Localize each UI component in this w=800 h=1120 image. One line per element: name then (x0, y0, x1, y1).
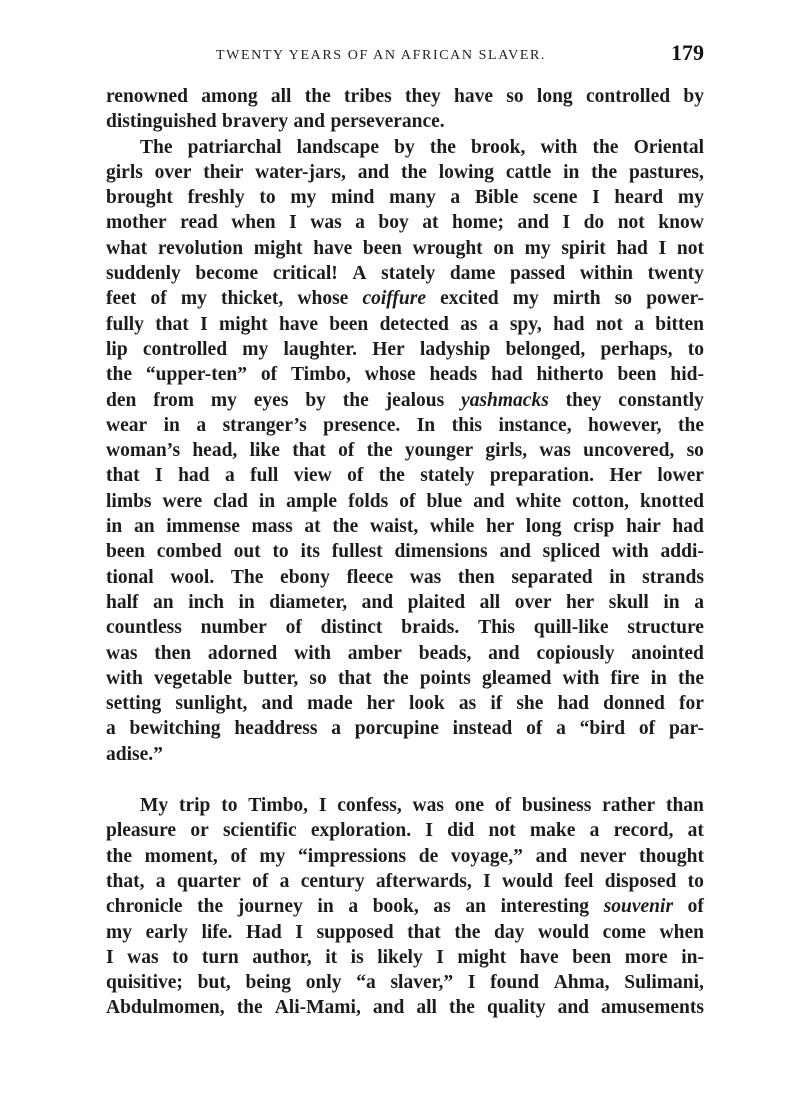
text-line: chronicle the journey in a book, as an interesting souvenir of (106, 896, 704, 918)
text-line: in an immense mass at the waist, while her long crisp hair had (106, 516, 704, 538)
text-line: half an inch in diameter, and plaited all over her skull in a (106, 591, 704, 613)
text-line: that I had a full view of the stately preparation. Her lower (106, 465, 704, 487)
text-line: setting sunlight, and made her look as if she had donned for (106, 693, 704, 715)
text-line: the moment, of my “impressions de voyage,” and never thought (106, 845, 704, 867)
text-line: countless number of distinct braids. This quill-like structure (106, 617, 704, 639)
text-line: adise.” (106, 743, 163, 765)
text-line: renowned among all the tribes they have so long controlled by (106, 86, 704, 107)
text-line: feet of my thicket, whose coiffure excited my mirth so power- (106, 288, 704, 310)
text-line: what revolution might have been wrought on my spirit had I not (106, 237, 704, 259)
text-line: pleasure or scientific exploration. I did not make a record, at (106, 820, 704, 842)
text-line: limbs were clad in ample folds of blue and white cotton, knotted (106, 490, 704, 512)
text-line: I was to turn author, it is likely I might have been more in- (106, 946, 704, 968)
body-text (106, 84, 704, 1021)
text-line: the “upper-ten” of Timbo, whose heads had hitherto been hid- (106, 364, 704, 386)
paragraph (106, 84, 704, 135)
text-line: girls over their water-jars, and the lowing cattle in the pastures, (106, 161, 704, 183)
text-line: tional wool. The ebony fleece was then separated in strands (106, 566, 704, 588)
text-line: brought freshly to my mind many a Bible scene I heard my (106, 187, 704, 209)
text-line: fully that I might have been detected as a spy, had not a bitten (106, 313, 704, 335)
text-line: a bewitching headdress a porcupine instead of a “bird of par- (106, 718, 704, 740)
text-line: wear in a stranger’s presence. In this instance, however, the (106, 414, 704, 436)
text-line: My trip to Timbo, I confess, was one of business rather than (140, 795, 704, 817)
text-line: with vegetable butter, so that the points gleamed with fire in the (106, 667, 704, 689)
text-line: The patriarchal landscape by the brook, with the Oriental (140, 136, 704, 158)
page-number: 179 (671, 40, 704, 65)
text-line: my early life. Had I supposed that the day would come when (106, 921, 704, 943)
text-line: that, a quarter of a century afterwards, I would feel disposed to (106, 870, 704, 892)
text-line: woman’s head, like that of the younger girls, was uncovered, so (106, 440, 704, 462)
text-line: was then adorned with amber beads, and copiously anointed (106, 642, 704, 664)
running-head (108, 40, 704, 70)
text-line: mother read when I was a boy at home; and I do not know (106, 212, 704, 234)
running-title: TWENTY YEARS OF AN AFRICAN SLAVER. (216, 48, 547, 63)
text-line: quisitive; but, being only “a slaver,” I found Ahma, Sulimani, (106, 972, 704, 994)
paragraph (106, 793, 704, 1021)
paragraph-gap (106, 767, 704, 793)
text-line: suddenly become critical! A stately dame passed within twenty (106, 263, 704, 285)
text-line: distinguished bravery and perseverance. (106, 111, 445, 133)
text-line: lip controlled my laughter. Her ladyship belonged, perhaps, to (106, 338, 704, 360)
text-line: been combed out to its fullest dimensions and spliced with addi- (106, 541, 704, 563)
text-line: Abdulmomen, the Ali-Mami, and all the quality and amusements (106, 997, 704, 1019)
text-line: den from my eyes by the jealous yashmacks they constantly (106, 389, 704, 411)
paragraph (106, 135, 704, 767)
